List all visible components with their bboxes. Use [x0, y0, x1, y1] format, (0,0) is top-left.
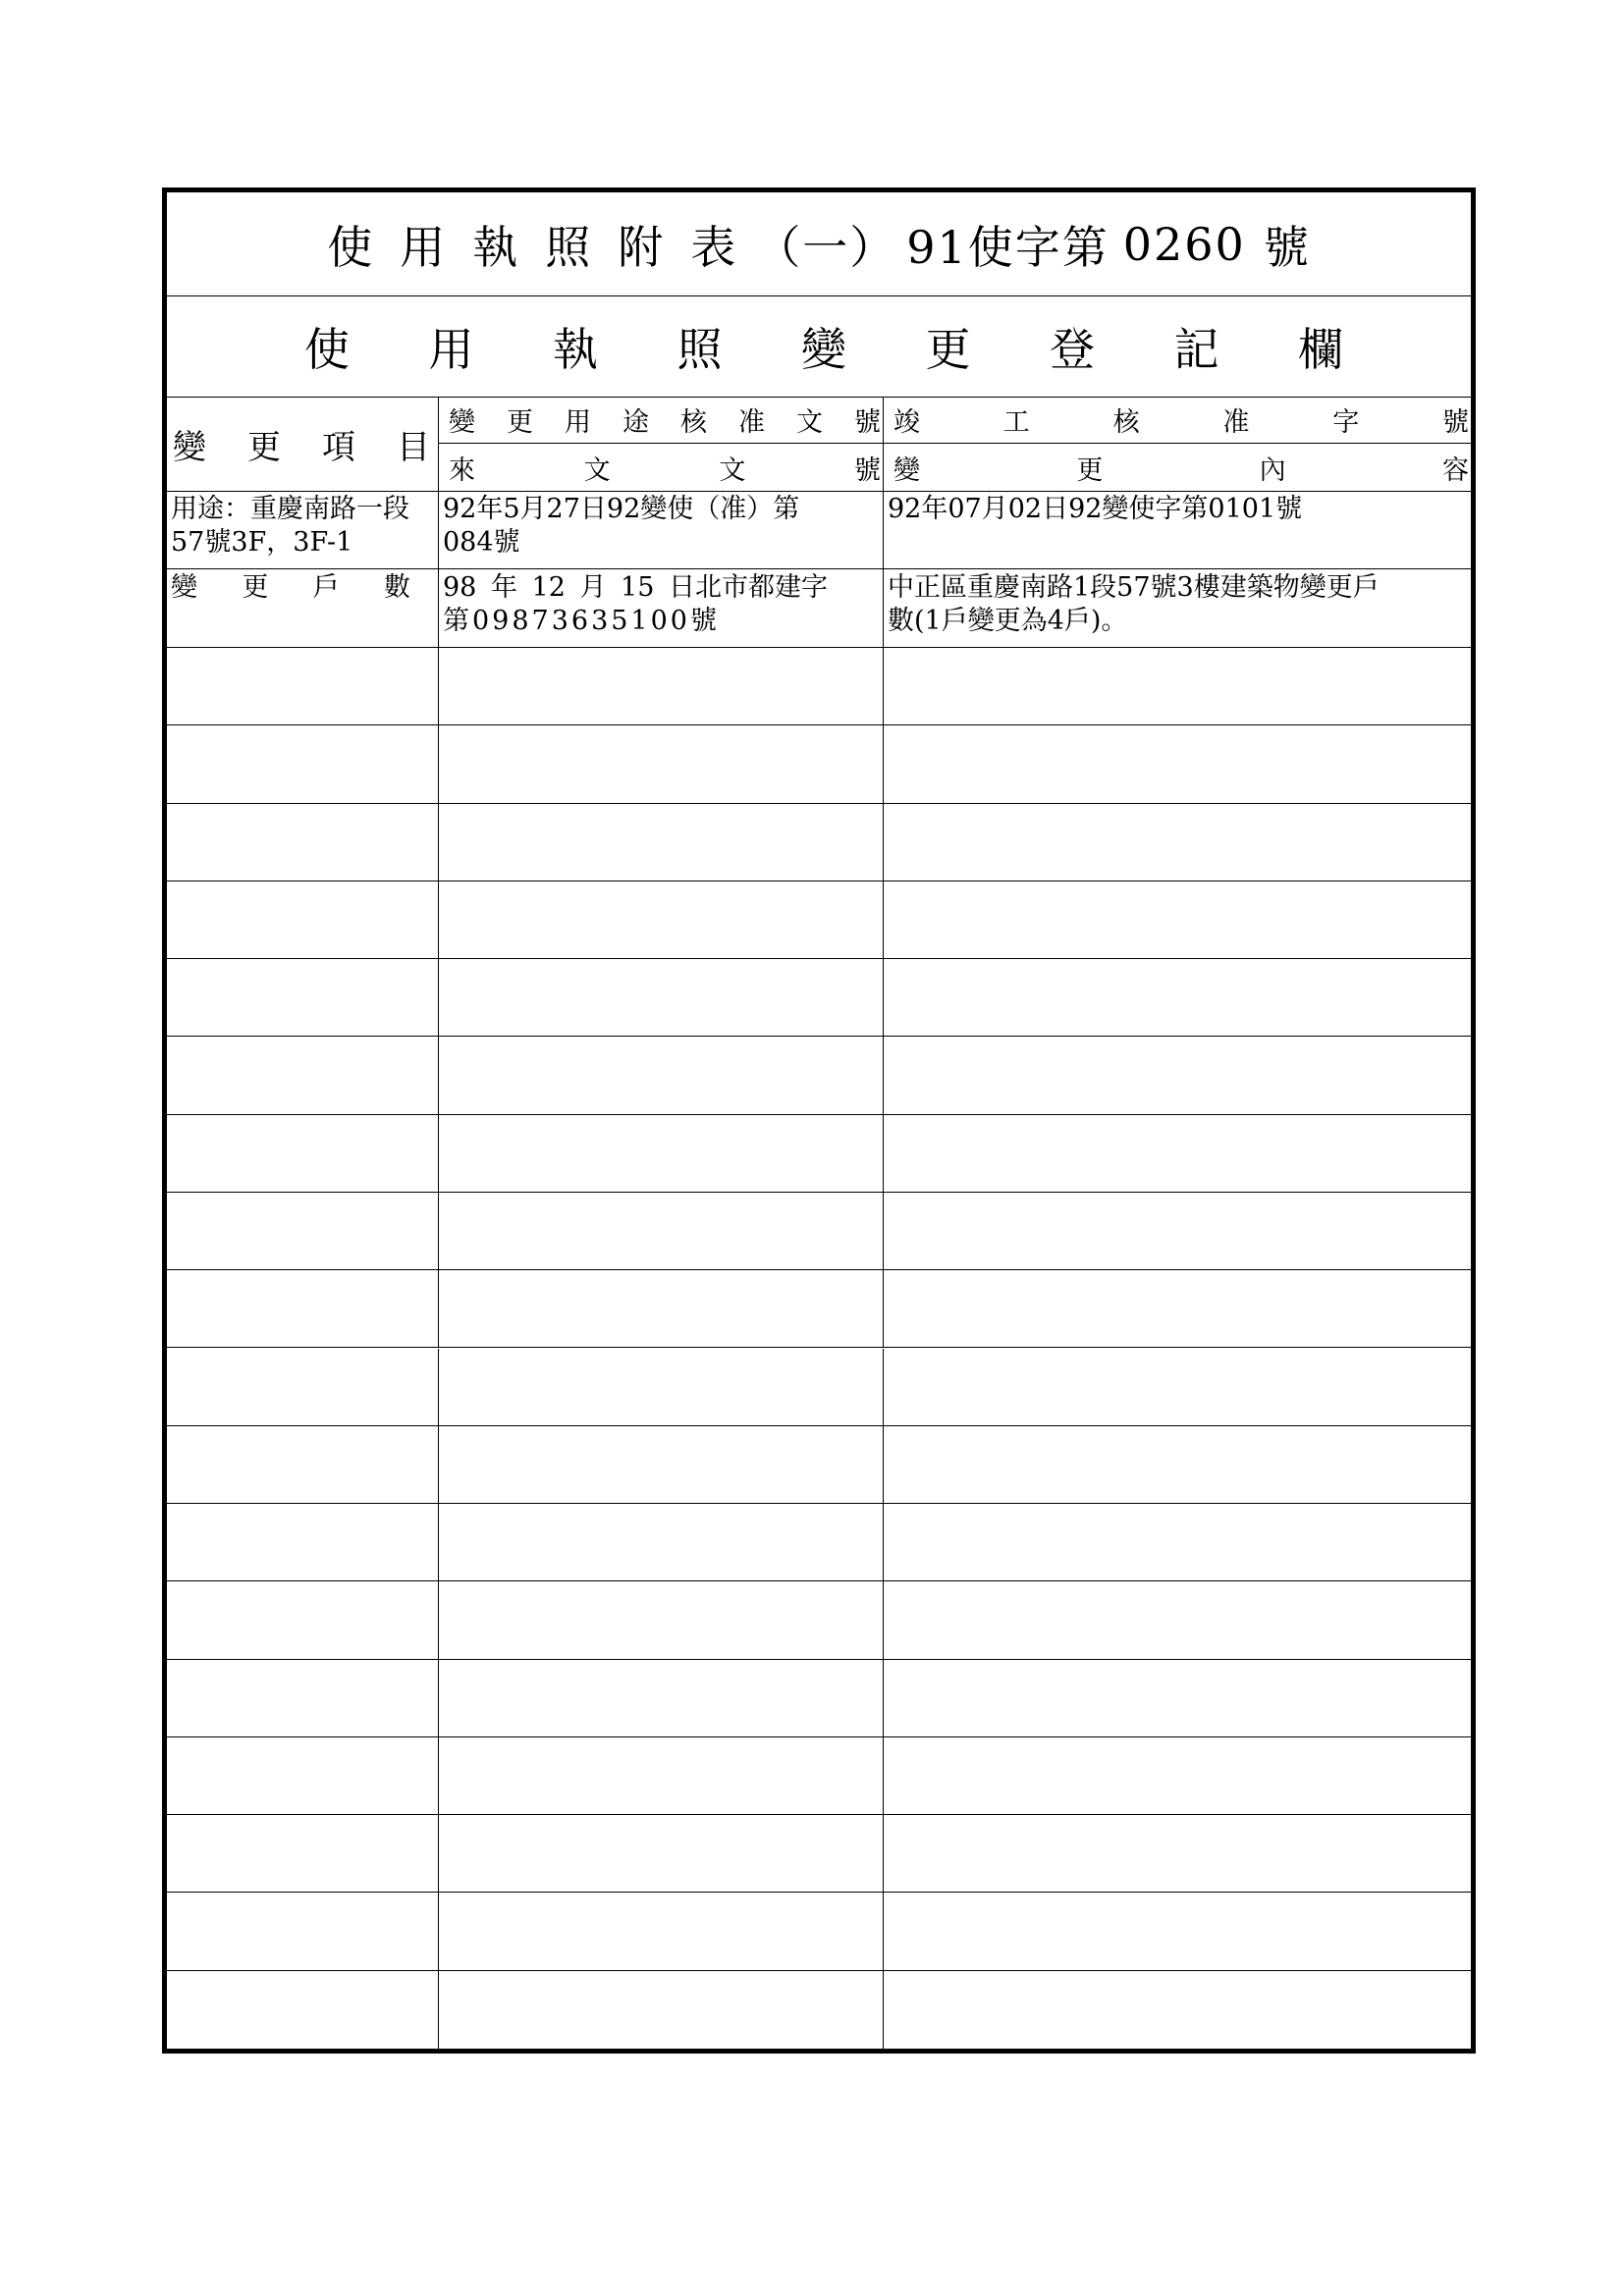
- header-char: 准: [1222, 407, 1250, 438]
- form-title: [167, 192, 1471, 295]
- empty-cell: [167, 1581, 439, 1658]
- table-row: [167, 569, 1471, 648]
- empty-cell: [167, 1037, 439, 1113]
- empty-cell: [884, 1660, 1471, 1736]
- empty-cell: [167, 1349, 439, 1425]
- entry-item-char: 更: [242, 572, 269, 603]
- empty-table-row: [167, 1893, 1471, 1970]
- header-char: 更: [1076, 454, 1104, 486]
- header-char: 文: [583, 454, 611, 486]
- empty-cell: [439, 1660, 884, 1736]
- entry-item-line: [171, 571, 434, 605]
- empty-cell: [167, 881, 439, 958]
- subtitle-char: 登: [1050, 322, 1095, 376]
- empty-cell: [167, 1660, 439, 1736]
- empty-cell: [167, 1270, 439, 1347]
- entry-item-char: 數: [383, 572, 410, 603]
- entry-item-char: 戶: [312, 572, 340, 603]
- empty-table-row: [167, 1037, 1471, 1114]
- header-char: 號: [854, 407, 881, 438]
- empty-cell: [167, 1971, 439, 2049]
- header-char: 工: [1002, 407, 1030, 438]
- empty-cell: [884, 648, 1471, 724]
- empty-cell: [167, 1504, 439, 1580]
- header-approval-doc-number: [439, 397, 884, 444]
- header-completion-approval-number: [884, 397, 1471, 444]
- header-char: 更: [507, 407, 533, 438]
- empty-cell: [167, 1893, 439, 1969]
- subtitle-char: 欄: [1298, 322, 1343, 376]
- empty-table-row: [167, 804, 1471, 881]
- title-char: 執: [472, 220, 520, 274]
- header-char: 目: [397, 427, 430, 467]
- empty-cell: [439, 1893, 884, 1969]
- empty-cell: [439, 1270, 884, 1347]
- header-char: 字: [1332, 407, 1360, 438]
- empty-cell: [884, 1426, 1471, 1503]
- entry-item-cell: [167, 569, 439, 647]
- title-char: 使: [327, 220, 375, 274]
- empty-cell: [439, 804, 884, 881]
- form-title-row: [167, 192, 1471, 296]
- empty-table-row: [167, 881, 1471, 959]
- empty-table-row: [167, 1504, 1471, 1581]
- header-change-item: [167, 397, 439, 491]
- empty-cell: [439, 1971, 884, 2049]
- header-char: 核: [680, 407, 707, 438]
- empty-table-row: [167, 1193, 1471, 1270]
- empty-table-row: [167, 1581, 1471, 1659]
- empty-cell: [439, 1504, 884, 1580]
- empty-cell: [167, 1426, 439, 1503]
- header-char: 更: [247, 427, 281, 467]
- subtitle-char: 執: [553, 322, 598, 376]
- empty-cell: [439, 648, 884, 724]
- empty-cell: [884, 1893, 1471, 1969]
- empty-cell: [167, 959, 439, 1036]
- entry-doc-line: 92年5月27日92變使（准）第: [443, 494, 800, 524]
- empty-table-row: [167, 1660, 1471, 1737]
- empty-cell: [884, 1193, 1471, 1269]
- subtitle-char: 用: [428, 322, 474, 376]
- entry-item-line: 用途：重慶南路一段: [171, 494, 409, 524]
- empty-cell: [167, 804, 439, 881]
- empty-cell: [167, 1115, 439, 1192]
- empty-cell: [439, 959, 884, 1036]
- entry-item-char: 變: [171, 572, 197, 603]
- empty-cell: [884, 1581, 1471, 1658]
- empty-table-row: [167, 1737, 1471, 1815]
- entry-content-cell: [884, 491, 1471, 568]
- subtitle-char: 更: [925, 322, 971, 376]
- header-char: 內: [1259, 454, 1286, 486]
- empty-cell: [167, 1815, 439, 1892]
- empty-cell: [884, 1737, 1471, 1814]
- change-registration-form: [162, 187, 1476, 2054]
- empty-cell: [884, 1971, 1471, 2049]
- header-char: 項: [322, 427, 355, 467]
- empty-cell: [167, 648, 439, 724]
- title-char: 照: [545, 220, 593, 274]
- header-char: 容: [1441, 454, 1469, 486]
- form-subtitle-row: [167, 295, 1471, 398]
- entry-rows: [167, 491, 1471, 2049]
- title-char: 表: [690, 220, 738, 274]
- header-char: 核: [1112, 407, 1140, 438]
- entry-content-line: 中正區重慶南路1段57號3樓建築物變更戶: [888, 572, 1380, 603]
- entry-content-line: 數(1戶變更為4戶)。: [888, 606, 1128, 636]
- empty-cell: [439, 1193, 884, 1269]
- empty-cell: [884, 1037, 1471, 1113]
- subtitle-char: 變: [801, 322, 846, 376]
- empty-cell: [884, 1115, 1471, 1192]
- header-char: 途: [623, 407, 649, 438]
- entry-doc-cell: [439, 569, 884, 647]
- empty-cell: [439, 1581, 884, 1658]
- empty-cell: [884, 881, 1471, 958]
- empty-table-row: [167, 648, 1471, 725]
- empty-cell: [167, 1737, 439, 1814]
- header-change-content: [884, 444, 1471, 491]
- empty-table-row: [167, 1115, 1471, 1193]
- empty-cell: [439, 1426, 884, 1503]
- empty-table-row: [167, 725, 1471, 803]
- entry-content-line: 92年07月02日92變使字第0101號: [888, 494, 1303, 524]
- empty-cell: [439, 1737, 884, 1814]
- title-char: 91使字第: [906, 220, 1110, 274]
- header-char: 竣: [893, 407, 920, 438]
- header-char: 變: [893, 454, 920, 486]
- empty-cell: [439, 881, 884, 958]
- empty-table-row: [167, 959, 1471, 1037]
- table-row: [167, 491, 1471, 569]
- empty-table-row: [167, 1426, 1471, 1504]
- header-char: 文: [719, 454, 746, 486]
- empty-cell: [884, 959, 1471, 1036]
- header-char: 號: [853, 454, 881, 486]
- empty-cell: [884, 804, 1471, 881]
- empty-cell: [884, 1349, 1471, 1425]
- entry-doc-line: 084號: [443, 527, 520, 558]
- entry-doc-line: 第09873635100號: [443, 606, 720, 636]
- title-char: 號: [1263, 220, 1311, 274]
- header-char: 變: [449, 407, 475, 438]
- header-char: 用: [565, 407, 591, 438]
- empty-cell: [167, 725, 439, 802]
- empty-cell: [884, 1504, 1471, 1580]
- subtitle-char: 照: [677, 322, 723, 376]
- entry-doc-cell: [439, 491, 884, 568]
- entry-doc-line: 98 年 12 月 15 日北市都建字: [443, 572, 828, 603]
- header-char: 號: [1441, 407, 1469, 438]
- subtitle-char: 使: [304, 322, 350, 376]
- column-header: [167, 397, 1471, 492]
- empty-cell: [884, 1270, 1471, 1347]
- empty-table-row: [167, 1815, 1471, 1893]
- title-char: 用: [400, 220, 448, 274]
- empty-table-row: [167, 1270, 1471, 1348]
- title-char: 0260: [1122, 217, 1246, 271]
- empty-cell: [167, 1193, 439, 1269]
- empty-cell: [439, 1037, 884, 1113]
- entry-item-cell: [167, 491, 439, 568]
- empty-cell: [439, 1815, 884, 1892]
- entry-item-line: 57號3F，3F-1: [171, 527, 353, 558]
- title-char: 附: [618, 220, 666, 274]
- header-incoming-doc-number: [439, 444, 884, 491]
- entry-content-cell: [884, 569, 1471, 647]
- header-char: 來: [449, 454, 475, 486]
- empty-cell: [439, 725, 884, 802]
- empty-cell: [884, 1815, 1471, 1892]
- form-subtitle: [304, 295, 1343, 397]
- title-char: （一）: [755, 220, 897, 274]
- header-char: 文: [796, 407, 823, 438]
- header-char: 准: [738, 407, 765, 438]
- empty-table-row: [167, 1971, 1471, 2049]
- subtitle-char: 記: [1173, 322, 1219, 376]
- empty-cell: [439, 1349, 884, 1425]
- empty-table-row: [167, 1349, 1471, 1426]
- empty-cell: [439, 1115, 884, 1192]
- empty-cell: [884, 725, 1471, 802]
- header-char: 變: [173, 427, 206, 467]
